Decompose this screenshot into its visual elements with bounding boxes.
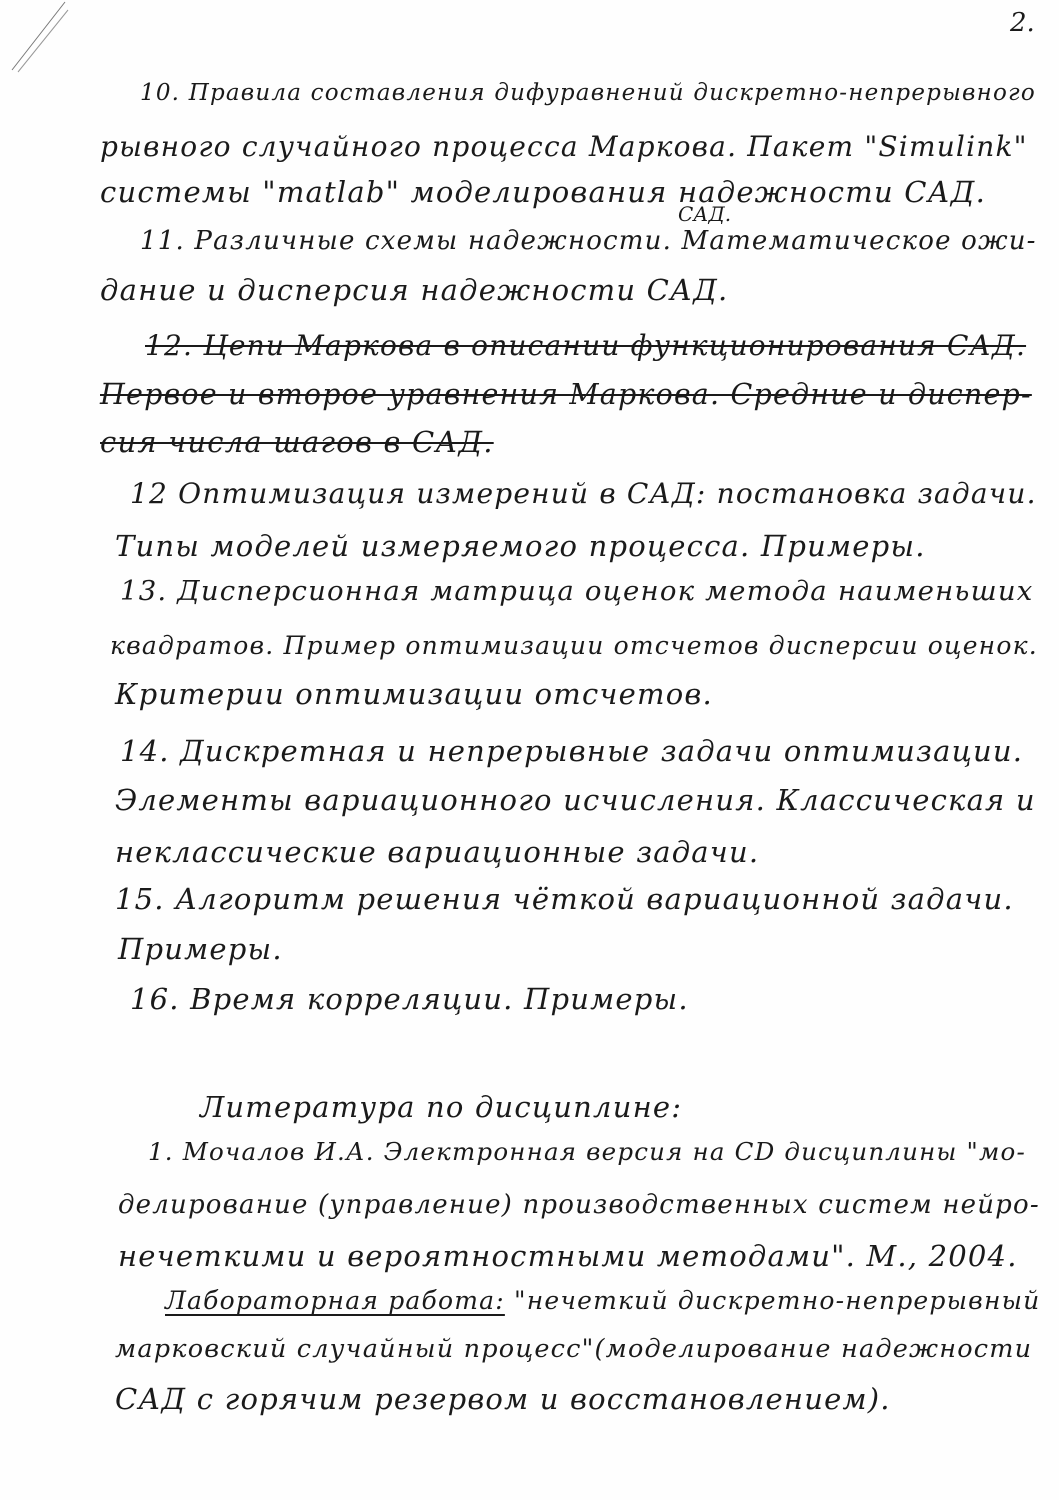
item-11-line-2: дание и дисперсия надежности САД. <box>100 273 729 307</box>
item-12-line-2: Типы моделей измеряемого процесса. Примеры. <box>115 529 926 563</box>
scan-corner-mark <box>10 0 70 80</box>
item-10-line-1: 10. Правила составления дифуравнений дискретно-непрерывного <box>140 80 1036 106</box>
item-13-line-1: 13. Дисперсионная матрица оценок метода наименьших <box>120 575 1034 607</box>
item-14-line-2: Элементы вариационного исчисления. Классическая и <box>115 783 1036 817</box>
lab-label: Лабораторная работа: <box>165 1286 505 1315</box>
item-10-line-2: рывного случайного процесса Маркова. Пакет "Simulink" <box>100 130 1028 163</box>
page-number: 2. <box>1010 8 1035 38</box>
item-11-insert: САД. <box>678 202 732 226</box>
item-12-struck-line-3: сия числа шагов в САД. <box>100 425 494 459</box>
item-10-line-3: системы "matlab" моделирования надежности САД. <box>100 175 986 209</box>
item-12-struck-line-1: 12. Цепи Маркова в описании функционирования САД. <box>145 329 1027 362</box>
lab-line-1 <box>165 1288 1040 1313</box>
item-11-line-1: 11. Различные схемы надежности. Математическое ожи- <box>140 226 1037 256</box>
lab-line-3: САД с горячим резервом и восстановлением). <box>115 1382 891 1416</box>
item-15-line-1: 15. Алгоритм решения чёткой вариационной задачи. <box>115 882 1014 916</box>
item-13-line-3: Критерии оптимизации отсчетов. <box>115 677 713 711</box>
item-12-line-1: 12 Оптимизация измерений в САД: постановка задачи. <box>130 477 1037 510</box>
literature-line-1: 1. Мочалов И.А. Электронная версия на CD дисциплины "мо- <box>148 1137 1026 1166</box>
item-14-line-3: неклассические вариационные задачи. <box>115 835 760 869</box>
lab-line-2: марковский случайный процесс"(моделирование надежности <box>115 1334 1033 1364</box>
lab-line-1-rest: "нечеткий дискретно-непрерывный <box>504 1286 1041 1315</box>
item-16-line-1: 16. Время корреляции. Примеры. <box>130 982 689 1016</box>
item-12-struck-line-2: Первое и второе уравнения Маркова. Средние и диспер- <box>100 378 1032 411</box>
literature-line-2: делирование (управление) производственных систем нейро- <box>118 1190 1040 1220</box>
literature-line-3: нечеткими и вероятностными методами". М., 2004. <box>118 1239 1018 1273</box>
item-15-line-2: Примеры. <box>118 932 283 966</box>
item-14-line-1: 14. Дискретная и непрерывные задачи оптимизации. <box>120 734 1024 768</box>
item-13-line-2: квадратов. Пример оптимизации отсчетов дисперсии оценок. <box>110 631 1038 660</box>
literature-heading: Литература по дисциплине: <box>200 1090 683 1124</box>
